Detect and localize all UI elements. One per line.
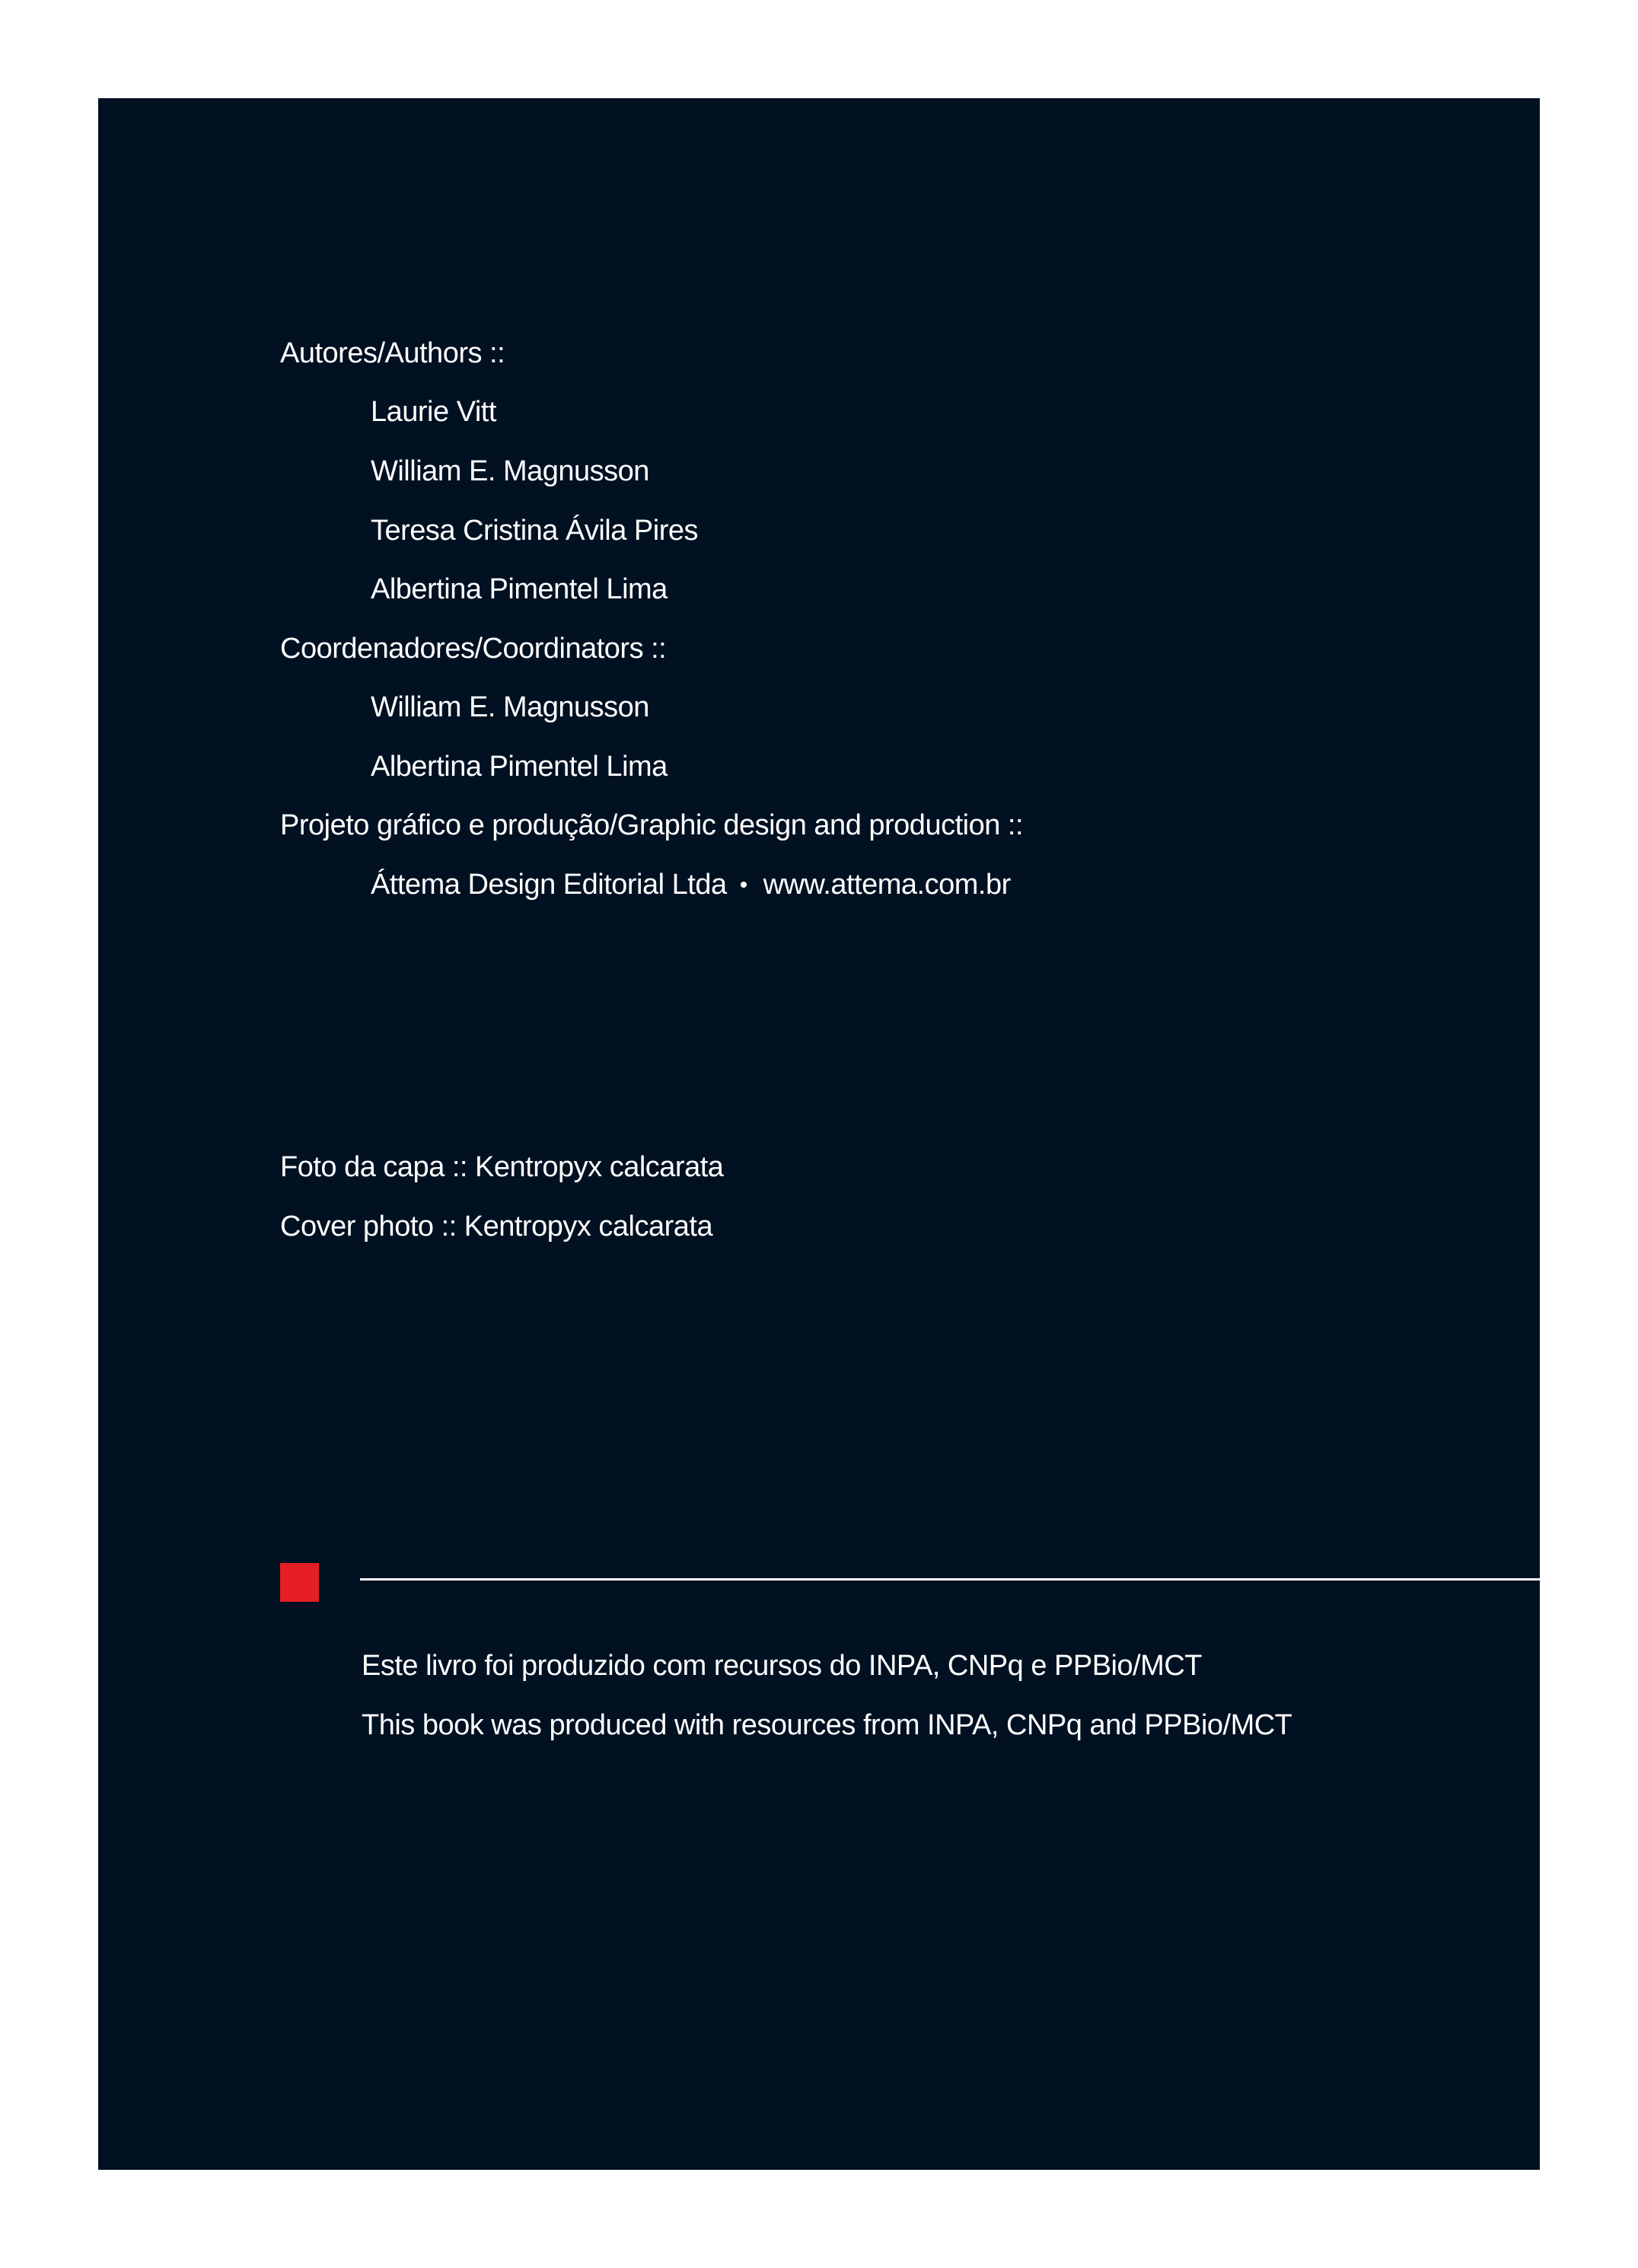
author-name: Laurie Vitt (371, 396, 496, 428)
coordinators-label: Coordenadores/Coordinators :: (280, 633, 667, 665)
design-website: www.attema.com.br (763, 869, 1011, 901)
design-label: Projeto gráfico e produção/Graphic design and production :: (280, 809, 1024, 841)
funding-pt: Este livro foi produzido com recursos do INPA, CNPq e PPBio/MCT (362, 1650, 1202, 1682)
design-company: Áttema Design Editorial Ltda (371, 869, 727, 901)
cover-photo-en: Cover photo :: Kentropyx calcarata (280, 1211, 713, 1242)
coordinator-name: Albertina Pimentel Lima (371, 751, 668, 783)
authors-label: Autores/Authors :: (280, 337, 505, 369)
cover-photo-pt: Foto da capa :: Kentropyx calcarata (280, 1151, 724, 1183)
funding-en: This book was produced with resources from INPA, CNPq and PPBio/MCT (362, 1709, 1292, 1741)
bullet-separator (741, 882, 747, 888)
author-name: William E. Magnusson (371, 455, 649, 487)
coordinator-name: William E. Magnusson (371, 691, 649, 723)
credits-panel (98, 98, 1540, 2170)
author-name: Albertina Pimentel Lima (371, 573, 668, 605)
red-square-marker (280, 1563, 319, 1602)
author-name: Teresa Cristina Ávila Pires (371, 515, 698, 547)
horizontal-rule (360, 1578, 1540, 1581)
design-credit-line (371, 867, 1011, 902)
